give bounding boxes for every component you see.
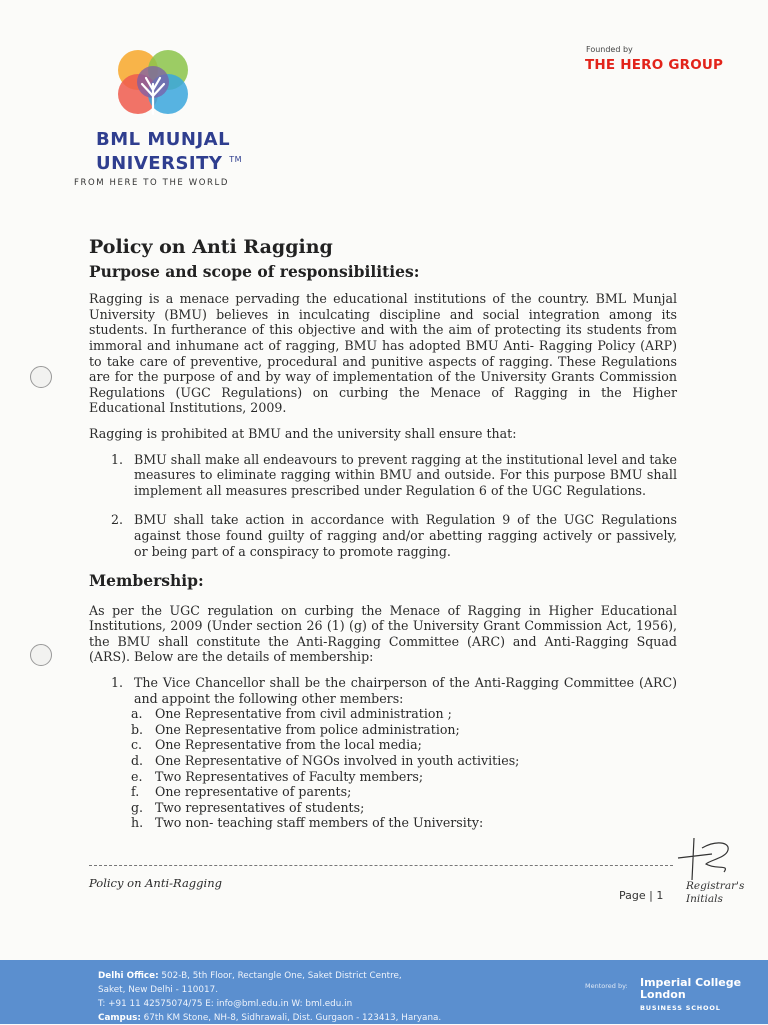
university-name-line1: BML MUNJAL <box>96 129 231 150</box>
list-marker: h. <box>131 815 144 831</box>
delhi-office-city: Saket, New Delhi - 110017. <box>98 985 218 995</box>
university-name-line2 <box>96 150 242 174</box>
delhi-office-address: 502-B, 5th Floor, Rectangle One, Saket District Centre, <box>158 971 402 981</box>
imperial-business-school: BUSINESS SCHOOL <box>640 1004 721 1012</box>
registrar-line2: Initials <box>686 893 723 905</box>
imperial-line1: Imperial College <box>640 976 742 989</box>
imperial-line2: London <box>640 988 686 1001</box>
list-marker: 2. <box>111 512 124 528</box>
membership-heading: Membership: <box>89 571 204 591</box>
list-marker: e. <box>131 768 143 784</box>
policy-document-body <box>89 236 677 831</box>
list-item <box>89 452 677 499</box>
list-marker: c. <box>131 737 143 753</box>
member-item <box>110 722 677 738</box>
member-item <box>110 737 677 753</box>
member-text: One Representative of NGOs involved in youth activities; <box>155 753 520 769</box>
delhi-office-label: Delhi Office: <box>98 971 159 981</box>
prohibited-paragraph: Ragging is prohibited at BMU and the university shall ensure that: <box>89 425 517 441</box>
hero-group-logo: THE HERO GROUP <box>585 57 724 73</box>
list-marker: b. <box>131 721 144 737</box>
university-word: UNIVERSITY <box>96 153 223 174</box>
member-item <box>110 769 677 785</box>
member-item <box>110 706 677 722</box>
member-item <box>110 800 677 816</box>
purpose-heading: Purpose and scope of responsibilities: <box>89 261 420 281</box>
registrar-initials-label <box>686 880 744 906</box>
list-marker: d. <box>131 753 144 769</box>
list-item-text: BMU shall take action in accordance with Regulation 9 of the UGC Regulations against those found guilty of ragging and/or abetting ragging actively or passively, or being part of a conspiracy to promote ragging. <box>134 512 677 559</box>
member-text: One Representative from the local media; <box>155 737 422 753</box>
founded-by-label: Founded by <box>586 45 633 54</box>
member-text: One Representative from civil administration ; <box>155 706 452 722</box>
contact-phone-email: T: +91 11 42575074/75 E: info@bml.edu.in W: bml.edu.in <box>98 999 353 1009</box>
document-title: Policy on Anti Ragging <box>89 236 333 258</box>
member-item <box>110 784 677 800</box>
trademark-mark: TM <box>229 155 243 164</box>
member-text: One representative of parents; <box>155 784 352 800</box>
campus-label: Campus: <box>98 1013 141 1023</box>
member-text: Two Representatives of Faculty members; <box>155 768 424 784</box>
list-marker: a. <box>131 706 143 722</box>
members-sublist <box>110 706 677 831</box>
mentored-by-label: Mentored by: <box>585 982 628 990</box>
member-text: Two representatives of students; <box>155 799 365 815</box>
footer-divider <box>89 865 673 866</box>
member-item <box>110 815 677 831</box>
list-marker: 1. <box>111 675 124 691</box>
punch-hole <box>30 644 52 666</box>
page-number: Page | 1 <box>619 889 664 902</box>
registrar-line1: Registrar's <box>686 880 745 892</box>
list-item-text: The Vice Chancellor shall be the chairperson of the Anti-Ragging Committee (ARC) and appoint the following other members: <box>134 675 677 706</box>
university-name <box>96 130 242 174</box>
purpose-list <box>89 452 677 560</box>
contact-details <box>98 969 441 1025</box>
delhi-office-line <box>98 969 441 983</box>
campus-address: 67th KM Stone, NH-8, Sidhrawali, Dist. Gurgaon - 123413, Haryana. <box>140 1013 442 1023</box>
imperial-college-logo <box>640 977 741 1001</box>
university-logo-tree-icon <box>112 44 194 126</box>
list-item <box>89 512 677 559</box>
campus-line <box>98 1011 441 1025</box>
tagline: FROM HERE TO THE WORLD <box>74 178 229 188</box>
member-text: Two non- teaching staff members of the University: <box>155 815 484 831</box>
membership-paragraph: As per the UGC regulation on curbing the Menace of Ragging in Higher Educational Institutions, 2009 (Under section 26 (1) (g) of the University Grant Commission Act, 1956), the BMU shall constitute the Anti-Ragging Committee (ARC) and Anti-Ragging Squad (ARS). Below are the details of membership: <box>89 602 677 665</box>
punch-hole <box>30 366 52 388</box>
list-marker: f. <box>131 784 140 800</box>
list-item-text: BMU shall make all endeavours to prevent ragging at the institutional level and take measures to eliminate ragging within BMU and outside. For this purpose BMU shall implement all measures prescribed under Regulation 6 of the UGC Regulations. <box>134 451 677 498</box>
list-item <box>89 675 677 831</box>
list-marker: 1. <box>111 451 124 467</box>
membership-list <box>89 675 677 831</box>
list-marker: g. <box>131 799 144 815</box>
member-text: One Representative from police administration; <box>155 721 460 737</box>
footer-policy-label: Policy on Anti-Ragging <box>89 876 222 890</box>
registrar-signature-icon <box>672 834 752 884</box>
purpose-paragraph: Ragging is a menace pervading the educational institutions of the country. BML Munjal University (BMU) believes in inculcating discipline and social integration among its students. In furtherance of this objective and with the aim of protecting its students from immoral and inhumane act of ragging, BMU has adopted BMU Anti- Ragging Policy (ARP) to take care of preventive, procedural and punitive aspects of ragging. These Regulations are for the purpose of and by way of implementation of the University Grants Commission Regulations (UGC Regulations) on curbing the Menace of Ragging in the Higher Educational Institutions, 2009. <box>89 291 677 416</box>
member-item <box>110 753 677 769</box>
